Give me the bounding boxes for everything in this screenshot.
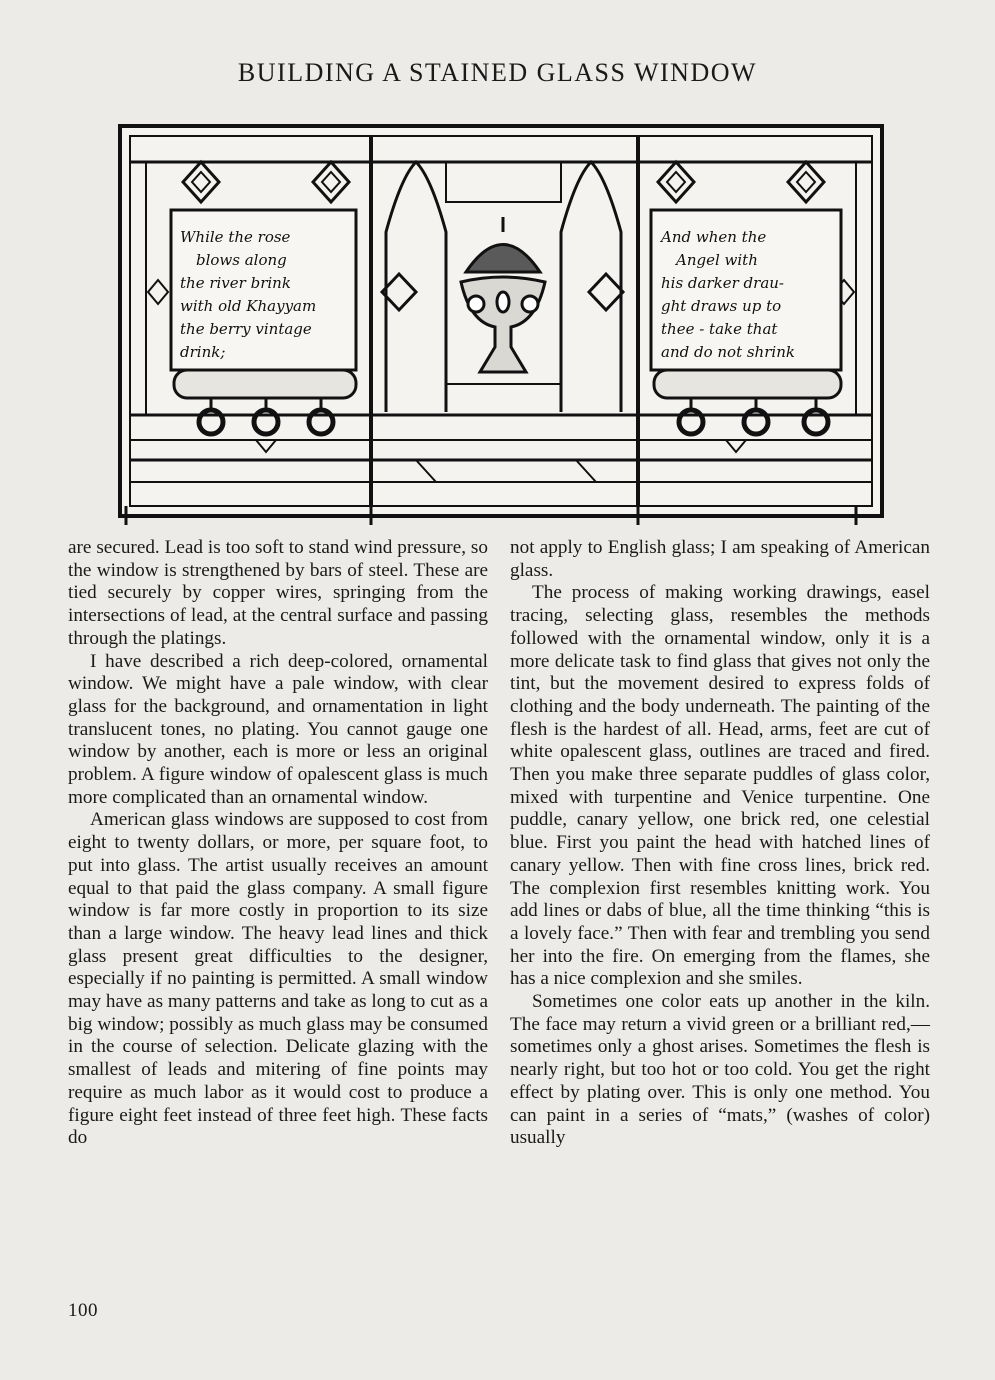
paragraph: I have described a rich deep-colored, ornamental window. We might have a pale window, with clear glass for the background, and ornamentation in light translucent tones, no plating. You cannot gauge one window by another, each is more or less an original problem. A figure window of opalescent glass is much more complicated than an ornamental window. — [68, 650, 488, 808]
right-text-column — [510, 537, 930, 1150]
left-scroll-line: While the rose — [180, 228, 291, 246]
right-scroll-line: ght draws up to — [661, 297, 782, 315]
right-scroll-line: and do not shrink — [661, 343, 795, 361]
left-text-column — [68, 537, 488, 1150]
right-scroll-line: And when the — [661, 228, 767, 246]
paragraph: Sometimes one color eats up another in the kiln. The face may return a vivid green or a brilliant red,—sometimes only a ghost arises. Sometimes the flesh is nearly right, but too hot or too cold. You get the right effect by plating over. This is only one method. You can paint in a series of “mats,” (washes of color) usually — [510, 991, 930, 1149]
paragraph: American glass windows are supposed to cost from eight to twenty dollars, or more, per square foot, to put into glass. The artist usually receives an amount equal to that paid the glass company. A small figure window is far more costly in proportion to its size than a large window. The heavy lead lines and thick glass present great difficulties to the designer, especially if no painting is permitted. A small window may have as many patterns and take as long to cut as a big window; possibly as much glass may be consumed in the course of selection. Delicate glazing with the smallest of leads and mitering of fine points may require as much labor as it would cost to produce a figure eight feet instead of three feet high. These facts do — [68, 809, 488, 1149]
paragraph: The process of making working drawings, easel tracing, selecting glass, resembles the methods followed with the ornamental window, only it is a more delicate task to find glass that gives not only the tint, but the movement desired to express folds of clothing and the body underneath. The painting of the flesh is the hardest of all. Head, arms, feet are cut of white opalescent glass, outlines are traced and fired. Then you make three separate puddles of glass color, mixed with turpentine and Venice turpentine. One puddle, canary yellow, one brick red, one celestial blue. First you paint the head with hatched lines of canary yellow. Then with fine cross lines, brick red. The complexion first resembles knitting work. You add lines or dabs of blue, all the time thinking “this is a lovely face.” Then with fear and trembling you send her into the fire. On emerging from the flames, she has a nice complexion and she smiles. — [510, 582, 930, 990]
left-scroll-line: with old Khayyam — [180, 297, 317, 315]
right-scroll-line: his darker drau- — [661, 274, 784, 292]
right-scroll-line: thee - take that — [661, 320, 778, 338]
paragraph: are secured. Lead is too soft to stand wind pressure, so the window is strengthened by bars of steel. These are tied securely by copper wires, springing from the intersections of lead, at the central surface and passing through the platings. — [68, 537, 488, 649]
left-scroll-line: the berry vintage — [180, 320, 312, 338]
left-scroll-line: blows along — [196, 251, 287, 269]
left-scroll-line: drink; — [180, 343, 226, 361]
paragraph: not apply to English glass; I am speaking of American glass. — [510, 537, 930, 581]
running-head: BUILDING A STAINED GLASS WINDOW — [237, 58, 758, 87]
page-number: 100 — [68, 1300, 98, 1321]
left-scroll-line: the river brink — [180, 274, 291, 292]
right-scroll-line: Angel with — [676, 251, 758, 269]
stained-glass-window-illustration — [116, 122, 886, 527]
